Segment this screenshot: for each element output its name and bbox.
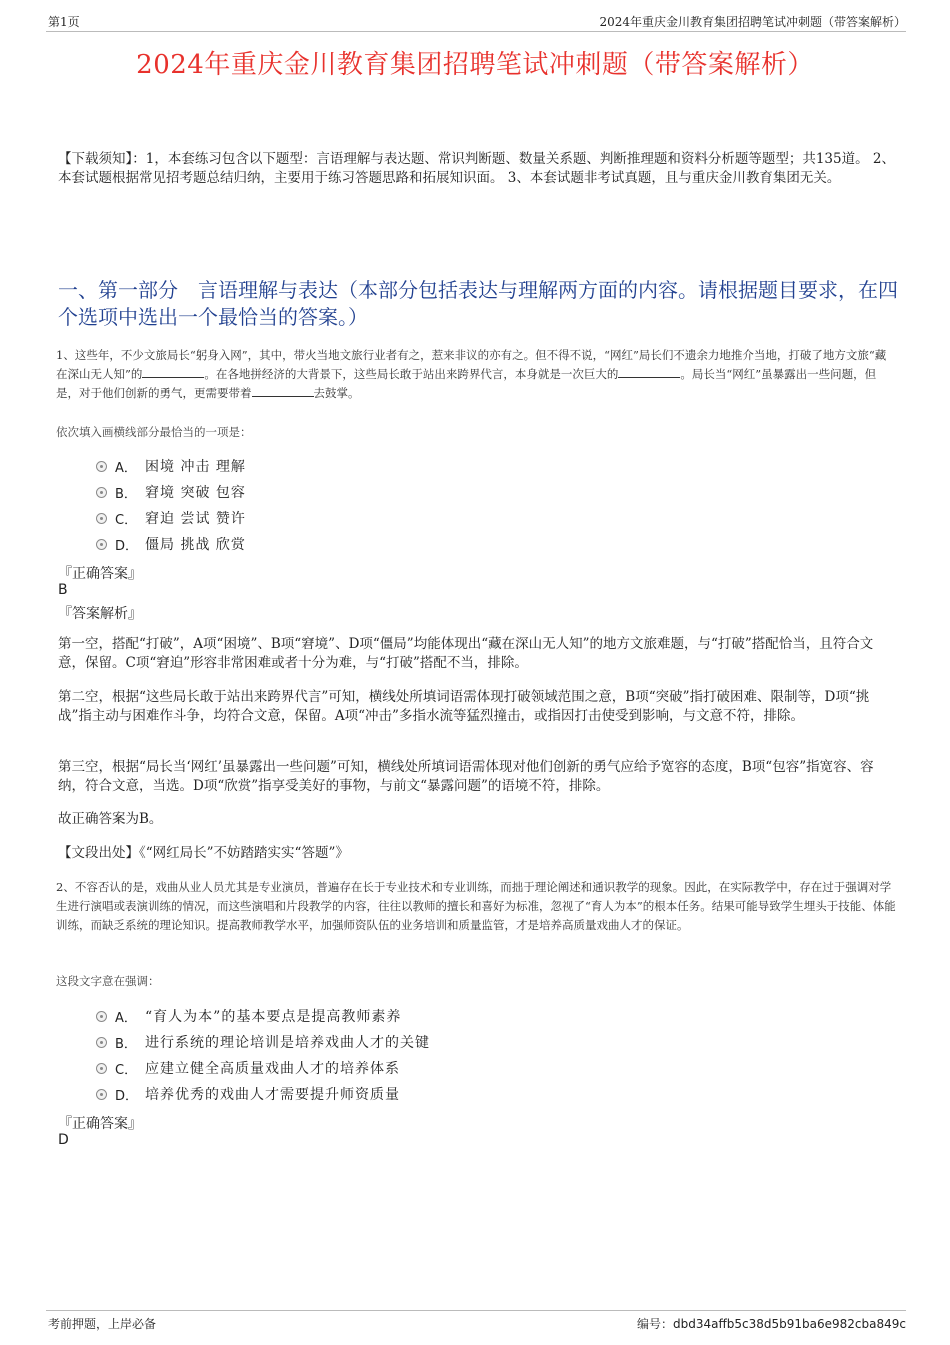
option-letter: C． [115, 1062, 138, 1078]
code-value: dbd34affb5c38d5b91ba6e982cba849c [673, 1317, 906, 1331]
header-divider [46, 31, 906, 32]
option-c[interactable] [96, 505, 246, 531]
analysis-label: 『答案解析』 [58, 606, 142, 622]
radio-icon[interactable] [96, 513, 107, 524]
option-letter: D． [115, 1088, 139, 1104]
analysis-paragraph: 第二空，根据“这些局长敢于站出来跨界代言”可知，横线处所填词语需体现打破领域范围之意，B项“突破”指打破困难、限制等，D项“挑战”指主动与困难作斗争，均符合文意，保留。A项“冲击”多指水流等猛烈撞击，或指因打击使受到影响，与文意不符，排除。 [58, 689, 870, 724]
option-letter: A． [115, 1010, 137, 1026]
q1-text-part: 。在各地拼经济的大背景下，这些局长敢于站出来跨界代言，本身就是一次巨大的 [204, 367, 619, 381]
question-1-text [56, 346, 896, 403]
code-label: 编号： [637, 1317, 674, 1331]
option-text: 困境 冲击 理解 [145, 459, 246, 475]
option-letter: B． [115, 1036, 137, 1052]
question-1-prompt: 依次填入画横线部分最恰当的一项是： [56, 425, 252, 439]
radio-icon[interactable] [96, 1037, 107, 1048]
option-text: 窘迫 尝试 赞许 [145, 511, 246, 527]
fill-blank-2 [618, 367, 680, 378]
option-text: 僵局 挑战 欣赏 [145, 537, 246, 553]
option-letter: D． [115, 538, 139, 554]
question-2-text: 2、不容否认的是，戏曲从业人员尤其是专业演员，普遍存在长于专业技术和专业训练，而拙于理论阐述和通识教学的现象。因此，在实际教学中，存在过于强调对学生进行演唱或表演训练的情况，而这些演唱和片段教学的内容，往往以教师的擅长和喜好为标准，忽视了“育人为本”的根本任务。结果可能导致学生埋头于技能、体能训练，而缺乏系统的理论知识。提高教师教学水平，加强师资队伍的业务培训和质量监管，才是培养高质量戏曲人才的保证。 [56, 880, 896, 932]
footer-slogan: 考前押题，上岸必备 [48, 1317, 157, 1331]
q1-text-part: 。局长当“网红”虽暴露出一些问题，但是，对于他们创新的勇气，更需要带着 [56, 367, 877, 400]
radio-icon[interactable] [96, 487, 107, 498]
option-b[interactable] [96, 479, 246, 505]
answer-label: 『正确答案』 [58, 566, 142, 582]
footer-doc-code [637, 1315, 906, 1332]
option-text: 窘境 突破 包容 [145, 485, 246, 501]
section-heading: 一、第一部分 言语理解与表达（本部分包括表达与理解两方面的内容。请根据题目要求，在四个选项中选出一个最恰当的答案。） [58, 278, 898, 329]
radio-icon[interactable] [96, 1089, 107, 1100]
option-c[interactable] [96, 1055, 430, 1081]
question-2-options [96, 1003, 430, 1107]
option-b[interactable] [96, 1029, 430, 1055]
fill-blank-1 [142, 367, 204, 378]
question-1-options [96, 453, 246, 557]
radio-icon[interactable] [96, 1063, 107, 1074]
analysis-conclusion: 故正确答案为B。 [58, 811, 163, 827]
answer-label: 『正确答案』 [58, 1116, 142, 1132]
option-letter: C． [115, 512, 138, 528]
text-source: 【文段出处】《“网红局长”不妨踏踏实实“答题”》 [58, 845, 349, 861]
header-doc-title: 2024年重庆金川教育集团招聘笔试冲刺题（带答案解析） [599, 15, 906, 29]
option-letter: A． [115, 460, 137, 476]
question-2-prompt: 这段文字意在强调： [56, 974, 160, 988]
radio-icon[interactable] [96, 1011, 107, 1022]
answer-value: D [58, 1132, 69, 1148]
analysis-paragraph: 第一空，搭配“打破”，A项“困境”、B项“窘境”、D项“僵局”均能体现出“藏在深山无人知”的地方文旅难题，与“打破”搭配恰当，且符合文意，保留。C项“窘迫”形容非常困难或者十分为难，与“打破”搭配不当，排除。 [58, 636, 874, 671]
radio-icon[interactable] [96, 539, 107, 550]
option-text: “育人为本”的基本要点是提高教师素养 [145, 1009, 402, 1025]
option-d[interactable] [96, 1081, 430, 1107]
fill-blank-3 [252, 386, 314, 397]
download-notice: 【下载须知】：1，本套练习包含以下题型：言语理解与表达题、常识判断题、数量关系题、判断推理题和资料分析题等题型；共135道。 2、本套试题根据常见招考题总结归纳，主要用于练习答题思路和拓展知识面。 3、本套试题非考试真题，且与重庆金川教育集团无关。 [58, 151, 895, 186]
page-number: 第1页 [48, 15, 80, 29]
analysis-paragraph: 第三空，根据“局长当‘网红’虽暴露出一些问题”可知，横线处所填词语需体现对他们创新的勇气应给予宽容的态度，B项“包容”指宽容、容纳，符合文意，当选。D项“欣赏”指享受美好的事物，与前文“暴露问题”的语境不符，排除。 [58, 759, 874, 794]
option-d[interactable] [96, 531, 246, 557]
answer-value: B [58, 582, 68, 598]
radio-icon[interactable] [96, 461, 107, 472]
option-text: 应建立健全高质量戏曲人才的培养体系 [145, 1061, 400, 1077]
option-a[interactable] [96, 1003, 430, 1029]
option-text: 进行系统的理论培训是培养戏曲人才的关键 [145, 1035, 430, 1051]
page-title: 2024年重庆金川教育集团招聘笔试冲刺题（带答案解析） [136, 50, 814, 80]
q1-text-part: 1、这些年，不少文旅局长“躬身入网”，其中，带火当地文旅行业者有之，惹来非议的亦有之。但不得不说，“网红”局长们不遗余力地推介当地，打破了地方文旅“藏在深山无人知”的 [56, 348, 887, 381]
option-letter: B． [115, 486, 137, 502]
footer-divider [46, 1310, 906, 1311]
option-text: 培养优秀的戏曲人才需要提升师资质量 [145, 1087, 400, 1103]
q1-text-part: 去鼓掌。 [313, 386, 360, 400]
option-a[interactable] [96, 453, 246, 479]
